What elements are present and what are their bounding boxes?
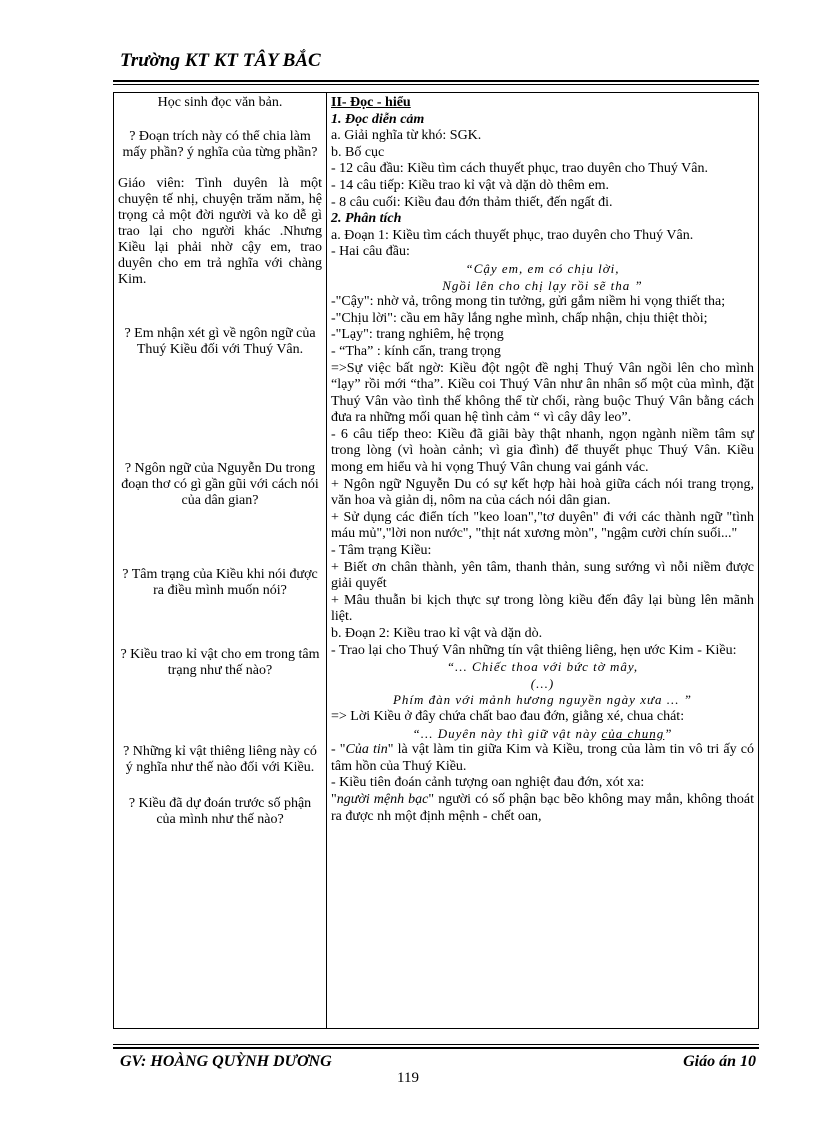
content-line: a. Giải nghĩa từ khó: SGK. <box>331 128 482 144</box>
footer-rule-thin <box>113 1044 759 1045</box>
content-line: a. Đoạn 1: Kiều tìm cách thuyết phục, trao duyên cho Thuý Vân. <box>331 227 694 243</box>
verse-quote-close: ” <box>664 725 673 741</box>
header-rule <box>113 80 759 82</box>
verse-line <box>331 726 754 743</box>
subheading-reading: 1. Đọc diễn cảm <box>331 111 425 127</box>
section-heading: II- Đọc - hiểu <box>331 95 411 110</box>
question-keepsake-meaning: ? Những kỉ vật thiêng liêng này có ý nghĩa như thế nào đối với Kiều. <box>123 744 317 775</box>
text-rest: " người có số phận bạc bẽo không may mắn, không thoát ra được nh một định mệnh - chết oan, <box>331 791 754 824</box>
verse-text: “... Duyên này thì giữ vật này <box>412 725 602 741</box>
lesson-table <box>113 92 759 1029</box>
question-mood: ? Tâm trạng của Kiều khi nói được ra điều mình muốn nói? <box>122 567 318 598</box>
book-title: Giáo án 10 <box>683 1053 756 1070</box>
verse-line: (...) <box>530 675 555 691</box>
page-number: 119 <box>397 1070 419 1086</box>
teacher-note: Giáo viên: Tình duyên là một chuyện tế nhị, chuyện trăm năm, hệ trọng cả một đời người và ko dễ gì trao lại cho người khác .Nhưng Kiều lại phải nhờ cậy em, trao duyên cho em trả nghĩa với chàng Kim. <box>118 176 322 287</box>
content-line: - 6 câu tiếp theo: Kiều đã giãi bày thật nhanh, ngọn ngành niềm tâm sự trong lòng (vì hoàn cảnh; vì gia đình) để thuyết phục Thuý Vân. Kiều mong em hiểu và hi vọng Thuý Vân chung vai gánh vác. <box>331 426 754 476</box>
content-line <box>331 742 754 775</box>
content-line: - 14 câu tiếp: Kiều trao kỉ vật và dặn dò thêm em. <box>331 177 609 193</box>
text-prefix: " <box>331 791 337 807</box>
italic-term: Của tin <box>345 742 388 758</box>
content-line: - Kiều tiên đoán cảnh tượng oan nghiệt đau đớn, xót xa: <box>331 775 645 791</box>
italic-term: người mệnh bạc <box>336 791 429 807</box>
content-line: -"Chịu lời": cầu em hãy lắng nghe mình, chấp nhận, chịu thiệt thòi; <box>331 310 708 326</box>
content-line: - Trao lại cho Thuý Vân những tín vật thiêng liêng, hẹn ước Kim - Kiều: <box>331 642 737 658</box>
content-line: -"Lạy": trang nghiêm, hệ trọng <box>331 327 504 343</box>
teacher-questions-column <box>114 93 327 1029</box>
verse-line: “... Chiếc thoa với bức tờ mây, <box>446 659 639 675</box>
content-line: + Ngôn ngữ Nguyễn Du có sự kết hợp hài hoà giữa cách nói trang trọng, văn hoa và giản dị, nôm na của cách nói dân gian. <box>331 476 754 509</box>
content-line: - 12 câu đầu: Kiều tìm cách thuyết phục, trao duyên cho Thuý Vân. <box>331 161 708 177</box>
teacher-name: GV: HOÀNG QUỲNH DƯƠNG <box>120 1053 332 1070</box>
content-column <box>327 93 759 1029</box>
verse-line: Ngồi lên cho chị lạy rồi sẽ tha ” <box>442 277 643 293</box>
text-rest: " là vật làm tin giữa Kim và Kiều, trong của làm tin vô tri ấy có tâm hồn của Thuý Kiều. <box>331 742 754 774</box>
footer-rule <box>113 1047 759 1049</box>
content-line: - Tâm trạng Kiều: <box>331 543 432 559</box>
content-line: -"Cậy": nhờ vả, trông mong tin tưởng, gửi gắm niềm hi vọng thiết tha; <box>331 294 726 310</box>
text-prefix: - " <box>331 742 346 758</box>
content-line: - 8 câu cuối: Kiều đau đớn thảm thiết, đến ngất đi. <box>331 194 613 210</box>
content-line: + Mâu thuẫn bi kịch thực sự trong lòng kiều đến đây lại bùng lên mãnh liệt. <box>331 592 754 625</box>
content-line <box>331 792 754 825</box>
content-line: b. Bố cục <box>331 144 385 160</box>
question-structure: ? Đoạn trích này có thể chia làm mấy phần? ý nghĩa của từng phần? <box>122 129 318 160</box>
question-language: ? Em nhận xét gì về ngôn ngữ của Thuý Kiều đối với Thuý Vân. <box>124 326 316 357</box>
verse-underlined: của chung <box>601 725 665 741</box>
school-header: Trường KT KT TÂY BẮC <box>120 50 321 71</box>
verse-line: “Cậy em, em có chịu lời, <box>465 260 620 276</box>
question-folk-language: ? Ngôn ngữ của Nguyễn Du trong đoạn thơ có gì gần gũi với cách nói của dân gian? <box>121 461 319 508</box>
verse-line: Phím đàn với mảnh hương nguyền ngày xưa ... ” <box>392 692 693 708</box>
question-fate: ? Kiều đã dự đoán trước số phận của mình như thế nào? <box>128 796 312 827</box>
content-line: b. Đoạn 2: Kiều trao kỉ vật và dặn dò. <box>331 626 543 641</box>
content-line: + Sử dụng các điển tích "keo loan","tơ duyên" đi với các thành ngữ "tình máu mủ","lời non nước", "thịt nát xương mòn", "ngậm cười chín suối..." <box>331 509 754 542</box>
content-line: =>Sự việc bất ngờ: Kiều đột ngột đề nghị Thuý Vân ngồi lên cho mình “lạy” rồi mới “tha”. Kiều coi Thuý Vân như ân nhân số một của mình, đặt Thuý Vân vào tình thế không thể từ chối, ràng buộc Thuý Vân bằng cách đưa ra những mối quan hệ tình cảm “ vì cây dây leo”. <box>331 360 754 426</box>
question-keepsake-mood: ? Kiều trao kỉ vật cho em trong tâm trạng như thế nào? <box>120 647 320 678</box>
content-line: - Hai câu đầu: <box>331 244 410 260</box>
content-line: + Biết ơn chân thành, yên tâm, thanh thản, sung sướng vì nỗi niềm được giải quyết <box>331 559 754 592</box>
content-line: - “Tha” : kính cẩn, trang trọng <box>331 343 501 359</box>
subheading-analysis: 2. Phân tích <box>331 211 402 227</box>
question-read-text: Học sinh đọc văn bản. <box>157 95 283 110</box>
header-rule-thin <box>113 84 759 85</box>
content-line: => Lời Kiều ở đây chứa chất bao đau đớn, giằng xé, chua chát: <box>331 708 685 724</box>
